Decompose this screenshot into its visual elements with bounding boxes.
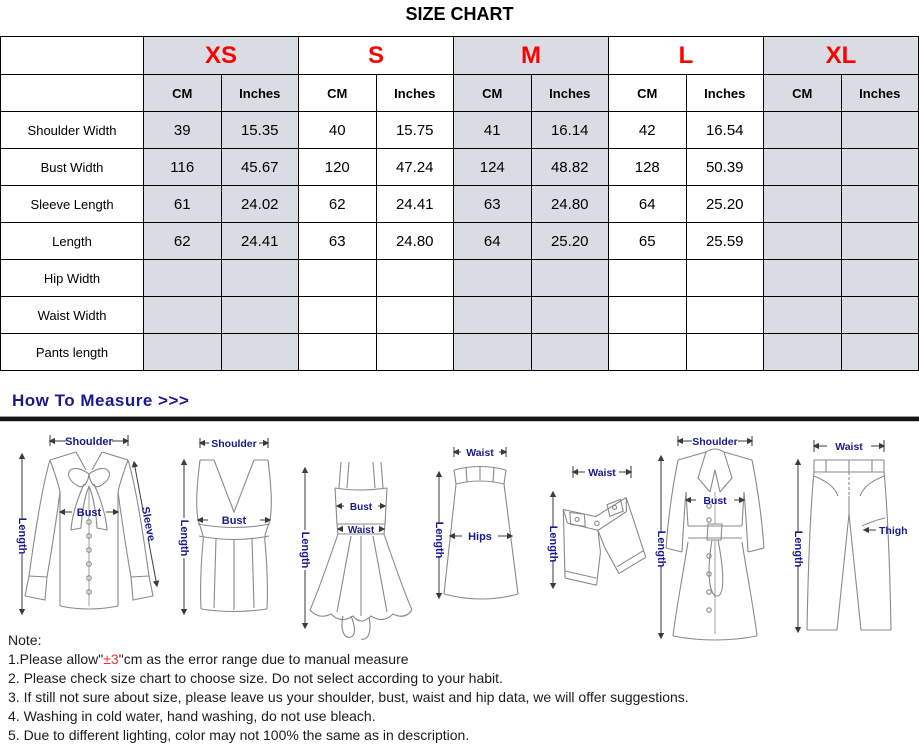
size-cell [299, 260, 377, 297]
size-cell: 40 [299, 112, 377, 149]
label-length: Length [654, 530, 667, 568]
unit-header: Inches [841, 75, 919, 112]
size-header-m: M [454, 37, 609, 75]
size-cell: 64 [609, 186, 687, 223]
label-length: Length [792, 530, 804, 568]
label-length: Length [299, 531, 311, 569]
size-cell: 24.41 [221, 223, 299, 260]
vest-illustration [172, 432, 292, 632]
row-label: Length [1, 223, 144, 260]
size-cell: 24.80 [531, 186, 609, 223]
note-1-pre: 1.Please allow" [8, 651, 104, 667]
size-cell: 65 [609, 223, 687, 260]
label-bust: Bust [349, 502, 373, 513]
size-cell [144, 334, 222, 371]
size-cell [454, 334, 532, 371]
size-cell [841, 297, 919, 334]
label-length: Length [177, 519, 190, 557]
row-label: Hip Width [1, 260, 144, 297]
size-cell: 45.67 [221, 149, 299, 186]
label-waist: Waist [465, 447, 494, 459]
note-line-4: 4. Washing in cold water, hand washing, do not use bleach. [8, 708, 376, 724]
size-cell [764, 149, 842, 186]
size-cell: 25.20 [686, 186, 764, 223]
dress-illustration [293, 446, 428, 646]
corner-cell [1, 75, 144, 112]
label-shoulder: Shoulder [210, 438, 257, 450]
blouse-illustration [10, 430, 170, 630]
size-cell [841, 112, 919, 149]
corner-cell [1, 37, 144, 75]
unit-header: CM [764, 75, 842, 112]
size-cell: 63 [299, 223, 377, 260]
skirt-illustration [430, 440, 530, 640]
size-cell: 15.75 [376, 112, 454, 149]
size-row [1, 112, 919, 149]
how-to-measure-heading: How To Measure >>> [12, 391, 190, 410]
size-cell: 24.02 [221, 186, 299, 223]
size-row [1, 260, 919, 297]
size-cell: 42 [609, 112, 687, 149]
notes-section [8, 631, 689, 745]
measure-illustrations [0, 430, 919, 646]
size-cell: 15.35 [221, 112, 299, 149]
size-cell [841, 334, 919, 371]
label-sleeve: Sleeve [138, 505, 158, 543]
unit-header: Inches [531, 75, 609, 112]
row-label: Bust Width [1, 149, 144, 186]
size-cell [841, 149, 919, 186]
size-cell [764, 186, 842, 223]
size-cell [454, 297, 532, 334]
size-cell [764, 112, 842, 149]
page-title: SIZE CHART [405, 4, 514, 24]
size-cell [376, 297, 454, 334]
size-cell [764, 297, 842, 334]
size-header-s: S [299, 37, 454, 75]
size-cell [764, 223, 842, 260]
unit-header: CM [454, 75, 532, 112]
size-cell [531, 297, 609, 334]
row-label: Sleeve Length [1, 186, 144, 223]
coat-illustration [648, 430, 783, 645]
label-waist: Waist [835, 441, 863, 453]
label-bust: Bust [702, 495, 727, 507]
unit-header: CM [144, 75, 222, 112]
size-cell [144, 260, 222, 297]
size-cell: 24.41 [376, 186, 454, 223]
row-label: Waist Width [1, 297, 144, 334]
size-cell: 41 [454, 112, 532, 149]
size-cell [376, 334, 454, 371]
size-cell [221, 297, 299, 334]
size-header-l: L [609, 37, 764, 75]
size-cell: 50.39 [686, 149, 764, 186]
size-cell: 47.24 [376, 149, 454, 186]
size-cell [686, 260, 764, 297]
size-cell [609, 297, 687, 334]
size-cell [531, 334, 609, 371]
size-cell [609, 260, 687, 297]
size-cell: 62 [144, 223, 222, 260]
size-cell [299, 334, 377, 371]
size-cell: 16.14 [531, 112, 609, 149]
size-row [1, 186, 919, 223]
label-thigh: Thigh [879, 525, 908, 537]
unit-header-row [1, 75, 919, 112]
size-cell: 25.20 [531, 223, 609, 260]
size-row [1, 334, 919, 371]
note-line-2: 2. Please check size chart to choose size. Do not select according to your habit. [8, 670, 503, 686]
size-cell: 25.59 [686, 223, 764, 260]
size-cell [299, 297, 377, 334]
note-line-5: 5. Due to different lighting, color may not 100% the same as in description. [8, 727, 470, 743]
size-cell: 16.54 [686, 112, 764, 149]
size-cell [764, 334, 842, 371]
unit-header: CM [299, 75, 377, 112]
size-cell [764, 260, 842, 297]
size-header-xs: XS [144, 37, 299, 75]
size-cell: 39 [144, 112, 222, 149]
size-cell [376, 260, 454, 297]
size-row [1, 223, 919, 260]
unit-header: CM [609, 75, 687, 112]
label-bust: Bust [221, 515, 246, 527]
size-cell [841, 223, 919, 260]
size-cell [144, 297, 222, 334]
size-cell: 124 [454, 149, 532, 186]
row-label: Shoulder Width [1, 112, 144, 149]
note-line-1 [8, 650, 689, 669]
section-divider [0, 416, 919, 422]
label-bust: Bust [76, 507, 102, 519]
size-cell: 64 [454, 223, 532, 260]
size-cell: 63 [454, 186, 532, 223]
label-length: Length [16, 517, 28, 555]
size-cell [841, 260, 919, 297]
size-cell [609, 334, 687, 371]
size-cell [221, 260, 299, 297]
size-cell [841, 186, 919, 223]
size-cell: 48.82 [531, 149, 609, 186]
size-cell: 128 [609, 149, 687, 186]
note-line-3: 3. If still not sure about size, please leave us your shoulder, bust, waist and hip data, we will offer suggestions. [8, 689, 689, 705]
unit-header: Inches [686, 75, 764, 112]
size-cell: 24.80 [376, 223, 454, 260]
note-1-post: "cm as the error range due to manual measure [118, 651, 409, 667]
size-cell [686, 334, 764, 371]
label-length: Length [432, 521, 445, 559]
size-chart-table [0, 36, 919, 371]
row-label: Pants length [1, 334, 144, 371]
size-cell: 116 [144, 149, 222, 186]
jeans-illustration [784, 434, 909, 639]
unit-header: Inches [221, 75, 299, 112]
size-cell: 120 [299, 149, 377, 186]
size-row [1, 297, 919, 334]
label-shoulder: Shoulder [65, 436, 113, 448]
notes-heading: Note: [8, 632, 42, 648]
label-hips: Hips [467, 531, 492, 543]
label-waist: Waist [347, 525, 375, 536]
size-cell: 62 [299, 186, 377, 223]
size-row [1, 149, 919, 186]
unit-header: Inches [376, 75, 454, 112]
label-waist: Waist [588, 467, 616, 479]
shorts-illustration [531, 448, 646, 643]
size-cell [531, 260, 609, 297]
label-length: Length [547, 525, 559, 563]
size-cell: 61 [144, 186, 222, 223]
size-cell [686, 297, 764, 334]
size-header-xl: XL [764, 37, 919, 75]
size-header-row [1, 37, 919, 75]
label-shoulder: Shoulder [691, 436, 738, 448]
size-cell [221, 334, 299, 371]
size-cell [454, 260, 532, 297]
note-1-tolerance: ±3 [103, 651, 119, 667]
